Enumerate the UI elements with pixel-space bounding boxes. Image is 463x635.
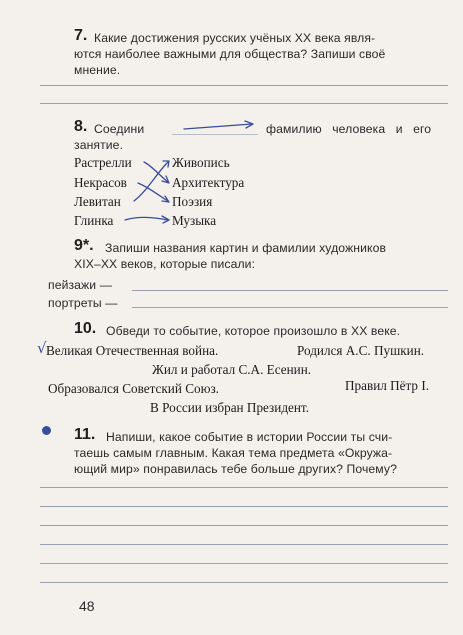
task-11-line-2: таешь самым главным. Какая тема предмета «Окружа- bbox=[74, 446, 393, 460]
event-president-elected[interactable]: В России избран Президент. bbox=[150, 400, 310, 415]
link-glinka-music bbox=[125, 217, 168, 220]
occupation-architecture[interactable]: Архитектура bbox=[172, 175, 245, 190]
page-number: 48 bbox=[79, 598, 95, 614]
task-8-number: 8. bbox=[74, 118, 88, 135]
task-11-answer-line-5[interactable] bbox=[40, 563, 448, 564]
task-8-instruction-tail: фамилию человека и его bbox=[266, 122, 432, 136]
link-levitan-painting bbox=[134, 162, 168, 201]
surname-nekrasov[interactable]: Некрасов bbox=[74, 175, 127, 190]
surname-levitan[interactable]: Левитан bbox=[74, 194, 121, 209]
task-7-line-1: Какие достижения русских учёных XX века явля- bbox=[94, 31, 376, 45]
task-11-answer-line-6[interactable] bbox=[40, 582, 448, 583]
task-10-line-1: Обведи то событие, которое произошло в XX веке. bbox=[106, 324, 401, 338]
task-11-answer-line-4[interactable] bbox=[40, 544, 448, 545]
task-9-line-2: XIX–XX веков, которые писали: bbox=[74, 257, 256, 271]
task-11-line-3: ющий мир» понравилась тебе больше других? Почему? bbox=[74, 462, 397, 476]
occupation-music[interactable]: Музыка bbox=[172, 213, 217, 228]
occupation-poetry[interactable]: Поэзия bbox=[172, 194, 213, 209]
task-9-number: 9*. bbox=[74, 237, 94, 254]
surname-glinka[interactable]: Глинка bbox=[74, 213, 114, 228]
task-8-blank[interactable] bbox=[172, 134, 258, 135]
task-8-lead: Соедини bbox=[94, 122, 145, 136]
link-rastrelli-architecture bbox=[144, 162, 168, 182]
event-peter-ruled[interactable]: Правил Пётр I. bbox=[345, 378, 430, 393]
task-9-line-1: Запиши названия картин и фамилии художников bbox=[105, 241, 387, 255]
instruction-arrow bbox=[184, 124, 252, 129]
task-7-number: 7. bbox=[74, 27, 88, 44]
surname-rastrelli[interactable]: Растрелли bbox=[74, 155, 132, 170]
event-soviet-union-formed[interactable]: Образовался Советский Союз. bbox=[48, 381, 219, 396]
task-7-line-2: ются наиболее важными для общества? Запиши своё bbox=[74, 47, 386, 61]
task-11-answer-line-2[interactable] bbox=[40, 506, 448, 507]
task-7-answer-line-1[interactable] bbox=[40, 85, 448, 86]
instruction-arrow-head bbox=[245, 121, 253, 128]
task-10-number: 10. bbox=[74, 320, 97, 337]
task-7-answer-line-2[interactable] bbox=[40, 103, 448, 104]
portraits-label: портреты — bbox=[48, 296, 118, 310]
task-11-line-1: Напиши, какое событие в истории России ты счи- bbox=[106, 430, 393, 444]
occupation-painting[interactable]: Живопись bbox=[172, 155, 230, 170]
task-11-number: 11. bbox=[74, 426, 96, 443]
task-7-line-3: мнение. bbox=[74, 63, 121, 77]
task-8-line-2: занятие. bbox=[74, 138, 124, 152]
portraits-answer-line[interactable] bbox=[132, 307, 448, 308]
check-mark-icon: √ bbox=[37, 339, 47, 357]
event-esenin-lived[interactable]: Жил и работал С.А. Есенин. bbox=[152, 362, 312, 377]
task-11-answer-line-3[interactable] bbox=[40, 525, 448, 526]
event-great-patriotic-war[interactable]: Великая Отечественная война. bbox=[46, 343, 219, 358]
landscapes-label: пейзажи — bbox=[48, 278, 112, 292]
pen-dot-icon bbox=[42, 426, 51, 435]
landscapes-answer-line[interactable] bbox=[132, 290, 448, 291]
task-11-answer-line-1[interactable] bbox=[40, 487, 448, 488]
event-pushkin-born[interactable]: Родился А.С. Пушкин. bbox=[297, 343, 425, 358]
link-nekrasov-poetry bbox=[138, 183, 168, 201]
